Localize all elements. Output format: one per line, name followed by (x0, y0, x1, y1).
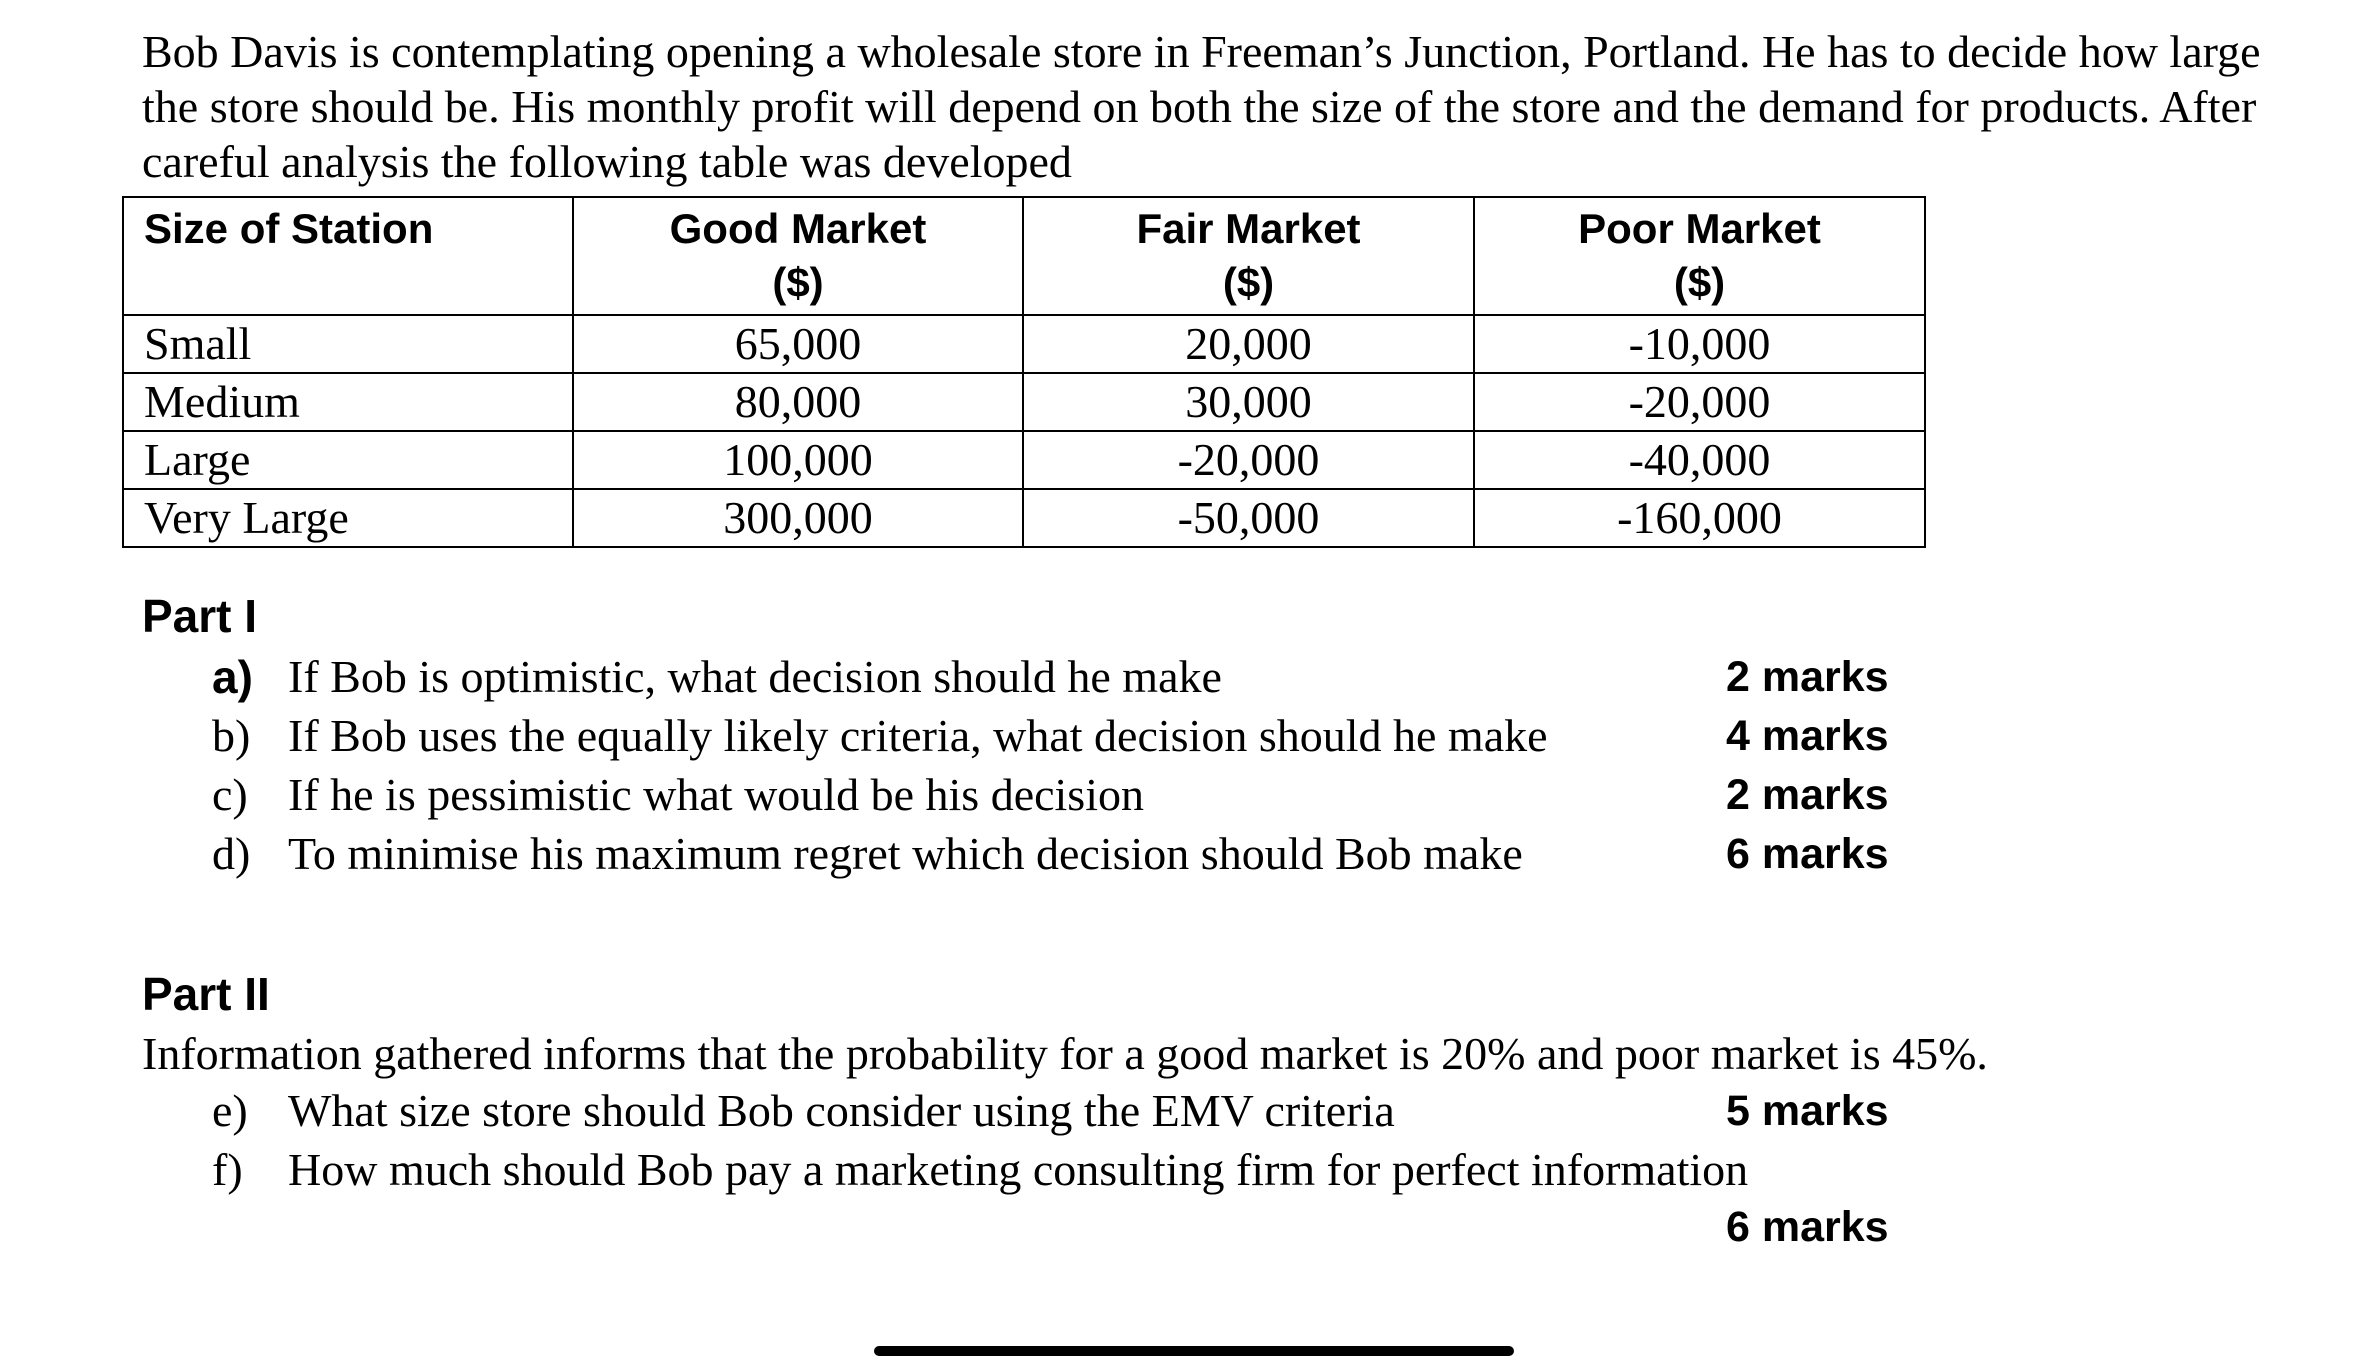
question-letter: b) (212, 710, 251, 761)
question-text: If Bob is optimistic, what decision should he make (288, 651, 1222, 702)
row-label: Medium (123, 373, 573, 431)
part-2-info: Information gathered informs that the probability for a good market is 20% and poor market is 45%. (142, 1028, 1988, 1079)
good-market-cell: 80,000 (573, 373, 1023, 431)
fair-market-cell: 30,000 (1023, 373, 1474, 431)
question-f (212, 1141, 1888, 1199)
question-text: To minimise his maximum regret which decision should Bob make (288, 828, 1523, 879)
table-row (123, 431, 1925, 489)
row-label: Small (123, 315, 573, 373)
question-letter: e) (212, 1085, 248, 1136)
question-text: What size store should Bob consider using the EMV criteria (288, 1085, 1395, 1136)
question-text: If Bob uses the equally likely criteria, what decision should he make (288, 710, 1548, 761)
question-a (212, 648, 1888, 706)
payoff-table (122, 196, 1926, 548)
question-text: If he is pessimistic what would be his decision (288, 769, 1144, 820)
poor-market-cell: -20,000 (1474, 373, 1925, 431)
table-row (123, 315, 1925, 373)
good-market-cell: 65,000 (573, 315, 1023, 373)
question-f-marks: 6 marks (1726, 1203, 1889, 1251)
question-d (212, 825, 1888, 883)
poor-market-cell: -40,000 (1474, 431, 1925, 489)
question-marks: 2 marks (1726, 653, 1889, 701)
question-marks: 5 marks (1726, 1087, 1889, 1135)
question-marks: 6 marks (1726, 830, 1889, 878)
question-letter: d) (212, 828, 251, 879)
question-text: How much should Bob pay a marketing consulting firm for perfect information (288, 1144, 1749, 1195)
header-good-market: Good Market ($) (573, 197, 1023, 315)
header-size-of-station: Size of Station (123, 197, 573, 315)
table-row (123, 373, 1925, 431)
table-row (123, 489, 1925, 547)
table-header-row (123, 197, 1925, 315)
fair-market-cell: -20,000 (1023, 431, 1474, 489)
question-letter: a) (212, 651, 253, 703)
row-label: Very Large (123, 489, 573, 547)
poor-market-cell: -10,000 (1474, 315, 1925, 373)
row-label: Large (123, 431, 573, 489)
question-letter: c) (212, 769, 248, 820)
question-letter: f) (212, 1144, 243, 1195)
question-c (212, 766, 1888, 824)
question-b (212, 707, 1888, 765)
good-market-cell: 100,000 (573, 431, 1023, 489)
fair-market-cell: 20,000 (1023, 315, 1474, 373)
fair-market-cell: -50,000 (1023, 489, 1474, 547)
part-1-heading: Part I (142, 590, 258, 642)
intro-paragraph: Bob Davis is contemplating opening a wholesale store in Freeman’s Junction, Portland. He has to decide how large the store should be. His monthly profit will depend on both the size of the store and the demand for products. After careful analysis the following table was developed (142, 26, 2261, 187)
header-fair-market: Fair Market ($) (1023, 197, 1474, 315)
good-market-cell: 300,000 (573, 489, 1023, 547)
header-poor-market: Poor Market ($) (1474, 197, 1925, 315)
question-marks: 2 marks (1726, 771, 1889, 819)
home-indicator-bar[interactable] (874, 1346, 1514, 1356)
part-2-heading: Part II (142, 968, 270, 1020)
question-e (212, 1082, 1888, 1140)
question-marks: 4 marks (1726, 712, 1889, 760)
poor-market-cell: -160,000 (1474, 489, 1925, 547)
